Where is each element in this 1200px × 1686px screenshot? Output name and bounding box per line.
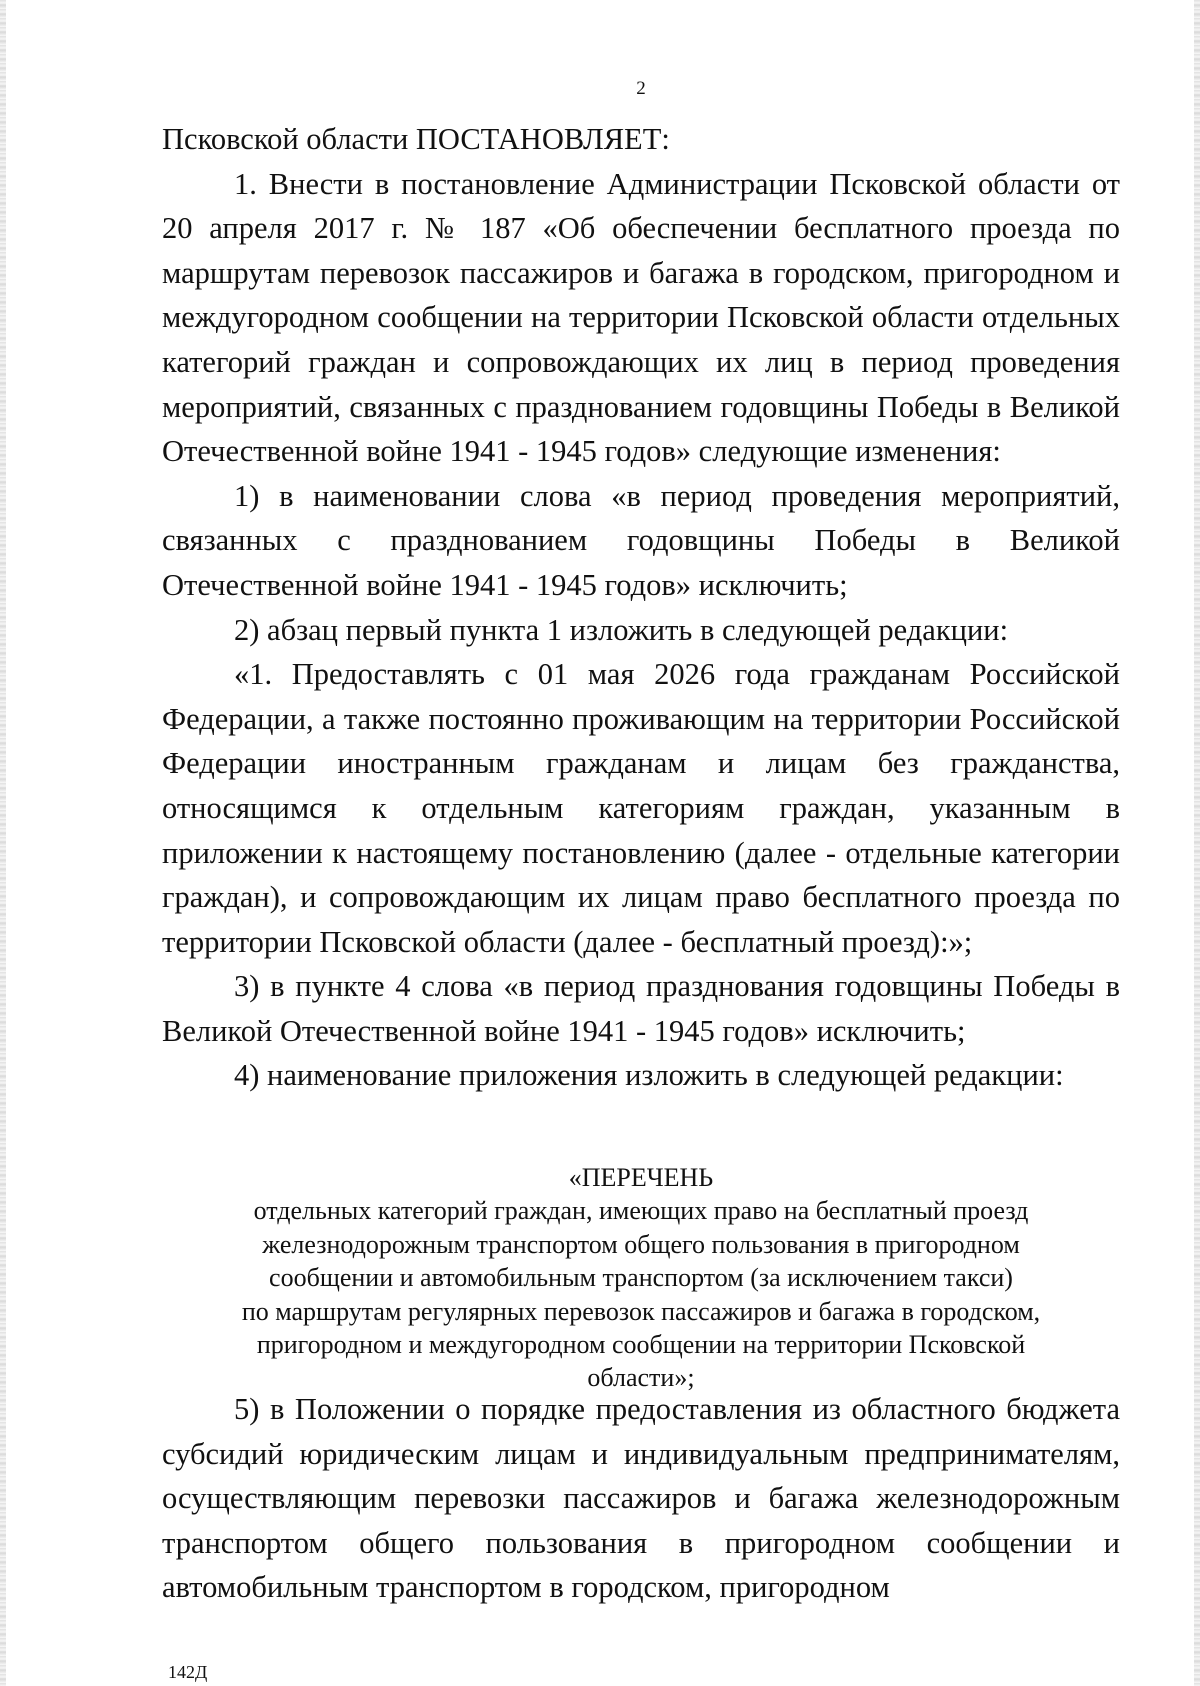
appendix-heading	[162, 1161, 1120, 1395]
heading-line: сообщении и автомобильным транспортом (за исключением такси)	[269, 1263, 1013, 1293]
heading-line: пригородном и междугородном сообщении на территории Псковской	[256, 1330, 1026, 1360]
scan-edge-left	[0, 0, 6, 1686]
clause-1-paragraph: 1. Внести в постановление Администрации Псковской области от 20 апреля 2017 г. № 187 «Об обеспечении бесплатного проезда по маршрутам перевозок пассажиров и багажа в городском, пригородном и междугородном сообщении на территории Псковской области отдельных категорий граждан и сопровождающих их лиц в период проведения мероприятий, связанных с празднованием годовщины Победы в Великой Отечественной войне 1941 - 1945 годов» следующие изменения:	[162, 166, 1120, 469]
scan-edge-right	[1194, 0, 1200, 1686]
document-body	[162, 117, 1120, 1098]
subclause-5-paragraph: 5) в Положении о порядке предоставления из областного бюджета субсидий юридическим лицам и индивидуальным предпринимателям, осуществляющим перевозки пассажиров и багажа железнодорожным транспортом общего пользования в пригородном сообщении и автомобильным транспортом в городском, пригородном	[162, 1392, 1120, 1605]
intro-paragraph: Псковской области ПОСТАНОВЛЯЕТ:	[162, 122, 670, 156]
heading-line: по маршрутам регулярных перевозок пассажиров и багажа в городском,	[241, 1296, 1041, 1326]
page-number: 2	[636, 78, 646, 99]
heading-line: отдельных категорий граждан, имеющих право на бесплатный проезд	[253, 1196, 1029, 1226]
heading-line: железнодорожным транспортом общего пользования в пригородном	[262, 1229, 1020, 1259]
subclause-4-paragraph: 4) наименование приложения изложить в следующей редакции:	[234, 1058, 1064, 1093]
heading-line: области»;	[587, 1363, 695, 1393]
subclause-2-paragraph: 2) абзац первый пункта 1 изложить в следующей редакции:	[234, 612, 1009, 647]
quoted-clause-paragraph: «1. Предоставлять с 01 мая 2026 года гражданам Российской Федерации, а также постоянно проживающим на территории Российской Федерации иностранным гражданам и лицам без гражданства, относящимся к отдельным категориям граждан, указанным в приложении к настоящему постановлению (далее - отдельные категории граждан), и сопровождающим их лицам право бесплатного проезда по территории Псковской области (далее - бесплатный проезд):»;	[162, 657, 1120, 959]
document-tail	[162, 1387, 1120, 1610]
subclause-1-paragraph: 1) в наименовании слова «в период проведения мероприятий, связанных с празднованием годовщины Победы в Великой Отечественной войне 1941 - 1945 годов» исключить;	[162, 478, 1120, 602]
heading-line: «ПЕРЕЧЕНЬ	[568, 1163, 714, 1192]
subclause-3-paragraph: 3) в пункте 4 слова «в период празднования годовщины Победы в Великой Отечественной войне 1941 - 1945 годов» исключить;	[162, 969, 1120, 1048]
document-code: 142Д	[168, 1662, 208, 1682]
